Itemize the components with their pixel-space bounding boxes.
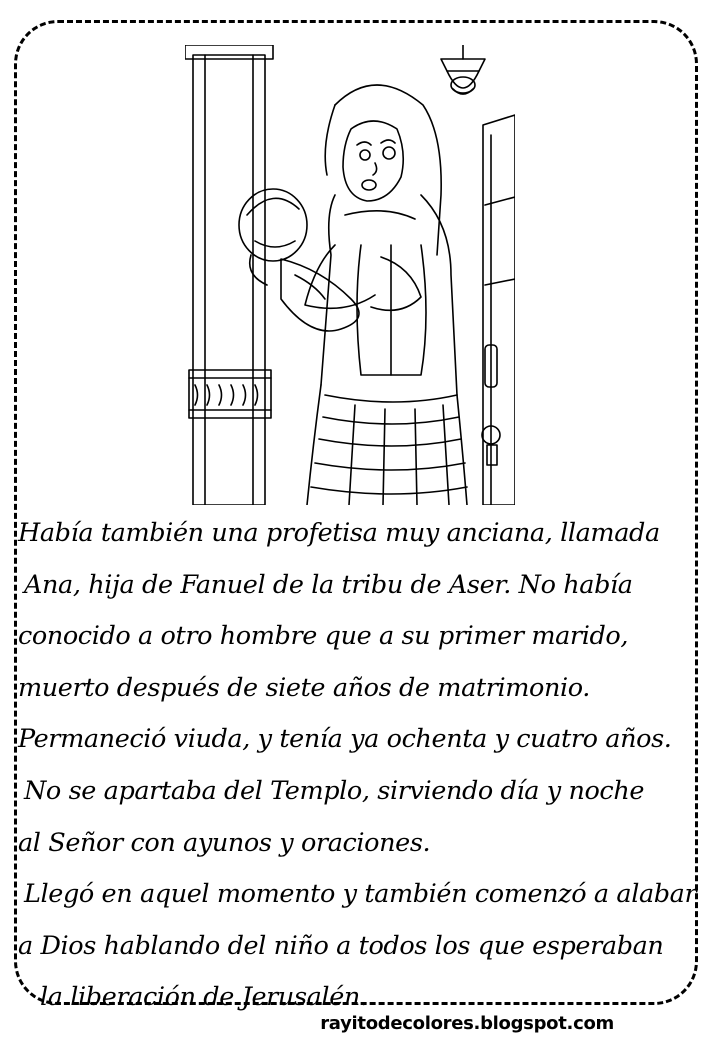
- lamp-shape: [441, 45, 485, 94]
- story-text: [18, 508, 698, 1024]
- text-line-2: Ana, hija de Fanuel de la tribu de Aser. No había: [24, 569, 633, 600]
- column-shape: [185, 45, 273, 505]
- text-line-8: Llegó en aquel momento y también comenzó a alabar: [24, 879, 697, 910]
- coloring-illustration: [185, 45, 515, 505]
- text-line-7: al Señor con ayunos y oraciones.: [18, 827, 431, 858]
- door-shape: [482, 115, 515, 505]
- text-line-5: Permaneció viuda, y tenía ya ochenta y cuatro años.: [18, 724, 672, 755]
- text-line-1: Había también una profetisa muy anciana, llamada: [18, 518, 660, 549]
- text-line-4: muerto después de siete años de matrimonio.: [18, 672, 591, 703]
- text-line-6: No se apartaba del Templo, sirviendo día y noche: [24, 776, 645, 807]
- blog-watermark: rayitodecolores.blogspot.com: [320, 1013, 614, 1034]
- woman-figure: [305, 85, 467, 505]
- text-line-3: conocido a otro hombre que a su primer marido,: [18, 621, 629, 652]
- text-line-9: a Dios hablando del niño a todos los que esperaban: [18, 930, 664, 961]
- text-line-10: la liberación de Jerusalén.: [40, 982, 368, 1013]
- baby-figure: [239, 189, 359, 331]
